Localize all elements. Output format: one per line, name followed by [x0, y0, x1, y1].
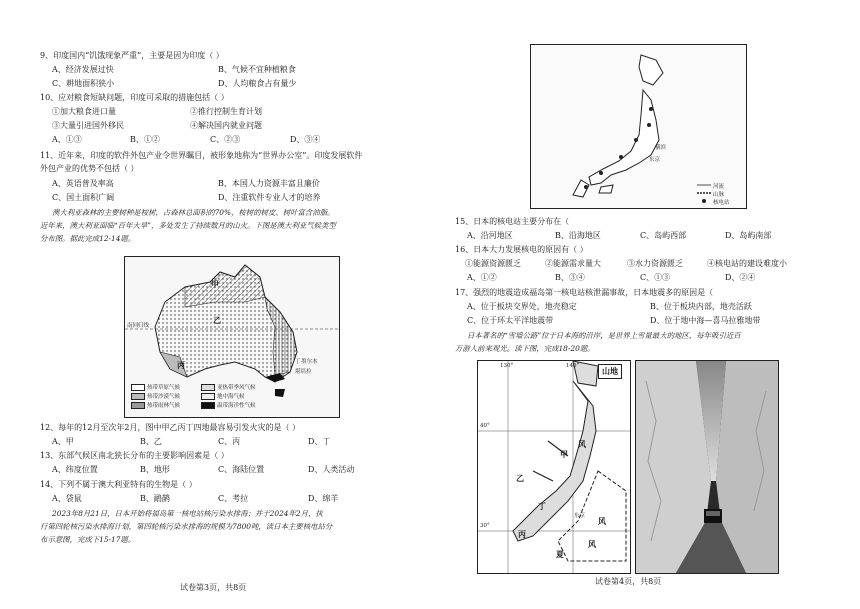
q15-option-d: D、岛屿南部	[725, 231, 772, 240]
q14-option-a: A、袋鼠	[52, 494, 82, 503]
q16-item-4: ④核电站的建设难度小	[707, 259, 787, 268]
snow-wall-svg	[636, 361, 778, 573]
q11-stem-line2: 外包产业的优势不包括（ ）	[40, 164, 139, 173]
legend-item-5: 热带雨林气候	[131, 401, 180, 409]
japan-terrain-svg	[478, 361, 630, 573]
label-ding: 丁	[295, 359, 301, 365]
legend-item-1: 热带草原气候	[131, 383, 180, 391]
q16-option-a: A、①②	[467, 273, 497, 282]
q12-option-a: A、甲	[52, 437, 74, 446]
page-footer-left: 试卷第3页，共8页	[180, 583, 247, 592]
terrain-letter: 夏	[556, 549, 564, 559]
q10-stem: 10、应对粮食短缺问题，印度可采取的措施包括（ ）	[40, 93, 229, 102]
q17-option-a: A、位于板块交界处，地壳稳定	[467, 302, 577, 311]
q10-item-3: ③大量引进国外移民	[52, 121, 124, 130]
japan-intro-line3: 布示意图，完成下15-17题。	[40, 535, 136, 544]
q16-stem: 16、日本大力发展核电的原因有（ ）	[455, 245, 588, 254]
label-city-2: 堪培拉	[295, 369, 312, 375]
q9-option-a: A、经济发展过快	[52, 65, 114, 74]
q12-stem: 12、每年的12月至次年2月，图中甲乙丙丁四地最容易引发火灾的是（ ）	[40, 423, 300, 432]
q11-option-a: A、英语普及率高	[52, 179, 114, 188]
legend-item-6: 温带海洋性气候	[201, 401, 256, 409]
q16-item-1: ①能源资源匮乏	[465, 259, 521, 268]
page-footer-right: 试卷第4页，共8页	[595, 577, 662, 586]
japan-intro-line2: 行第四轮核污染水排海计划，第四轮核污染水排海的规模为7800吨，读日本主要核电站分	[40, 522, 333, 531]
legend-mountain: 山脉	[713, 192, 725, 198]
q10-option-d: D、③④	[290, 135, 321, 144]
label-city-1: 墨尔本	[301, 359, 318, 365]
q17-option-b: B、位于板块内部，地壳活跃	[650, 302, 752, 311]
q15-option-b: B、沿海地区	[555, 231, 601, 240]
label-jia: 甲	[211, 279, 219, 289]
q16-option-b: B、③④	[555, 273, 585, 282]
q16-option-c: C、①③	[640, 273, 671, 282]
q16-item-3: ③水力资源匮乏	[627, 259, 683, 268]
q10-item-2: ②推行控制生育计划	[190, 107, 262, 116]
q17-stem: 17、强烈的地震造成福岛第一核电站核泄漏事故，日本地震多的原因是（	[455, 288, 714, 297]
q15-stem: 15、日本的核电站主要分布在（	[455, 217, 570, 226]
left-page	[40, 50, 440, 605]
q12-option-b: B、乙	[140, 437, 162, 446]
q16-item-2: ②能源需求量大	[545, 259, 601, 268]
q13-option-a: A、纬度位置	[52, 465, 98, 474]
terrain-wind-3: 风	[588, 539, 596, 549]
terrain-label-bing: 丙	[518, 529, 526, 539]
city-label-1: 横滨	[655, 145, 667, 151]
q10-item-4: ④解决国内就业问题	[190, 121, 262, 130]
q12-option-c: C、丙	[218, 437, 241, 446]
city-label-2: 东京	[649, 157, 661, 163]
label-yi: 乙	[213, 315, 221, 325]
right-page	[455, 40, 835, 600]
japan-intro-line1: 2023年8月21日，日本开始将福岛第一核电站核污染水排海；并于2024年2月，执	[52, 509, 323, 518]
q10-option-a: A、①③	[52, 135, 82, 144]
terrain-wind-1: 风	[578, 439, 586, 449]
q13-option-d: D、人类活动	[308, 465, 355, 474]
q13-option-c: C、海陆位置	[218, 465, 265, 474]
legend-river: 河流	[713, 184, 725, 190]
q13-stem: 13、东部气候区南北狭长分布的主要影响因素是（ ）	[40, 451, 229, 460]
q12-option-d: D、丁	[308, 437, 331, 446]
australia-intro-line2: 近年来，澳大利亚面临“百年大旱”，多处发生了持续数月的山火。下图是澳大利亚气候类型	[40, 221, 336, 230]
q10-option-b: B、①②	[130, 135, 160, 144]
latitude-40: 40°	[480, 423, 490, 429]
longitude-130: 130°	[500, 363, 514, 369]
legend-mountain-title: 山地	[598, 364, 622, 379]
japan-terrain-map	[477, 360, 631, 574]
q9-option-d: D、人均粮食占有量少	[218, 79, 297, 88]
q17-option-c: C、位于环太平洋地震带	[467, 316, 554, 325]
australia-climate-map	[124, 256, 340, 418]
q11-option-c: C、国土面积广阔	[52, 193, 115, 202]
q15-option-a: A、沿河地区	[467, 231, 513, 240]
q14-option-c: C、考拉	[218, 494, 249, 503]
q9-option-c: C、耕地面积狭小	[52, 79, 115, 88]
terrain-label-jia: 甲	[560, 449, 568, 459]
tropic-label: 南回归线	[127, 323, 150, 329]
terrain-wind-2: 风	[598, 516, 606, 526]
legend-item-3: 热带沙漠气候	[131, 392, 180, 400]
snow-intro-line2: 万游人前来观光。读下图，完成18-20题。	[455, 344, 595, 353]
japan-nuclear-map	[530, 44, 747, 209]
q17-option-d: D、位于地中海—喜马拉雅地带	[650, 316, 761, 325]
q11-option-b: B、本国人力资源丰富且廉价	[218, 179, 320, 188]
australia-intro-line1: 澳大利亚森林的主要树种是桉树，占森林总面积的70%，桉树的树皮、树叶富含油脂。	[52, 208, 335, 217]
q16-option-d: D、②④	[725, 273, 756, 282]
terrain-city: 东京	[574, 513, 586, 519]
legend-item-4: 地中海气候	[201, 392, 245, 400]
terrain-label-yi: 乙	[516, 473, 524, 483]
q15-option-c: C、岛屿西部	[640, 231, 687, 240]
q9-stem: 9、印度国内“饥饿现象严重”，主要是因为印度（ ）	[40, 51, 224, 60]
q11-option-d: D、注重软件专业人才的培养	[218, 193, 321, 202]
q9-option-b: B、气候不宜种植粮食	[218, 65, 296, 74]
legend-nuclear-plant: 核电站	[713, 200, 730, 206]
label-bing: 丙	[177, 360, 185, 370]
snow-wall-photo	[635, 360, 779, 574]
q13-option-b: B、地形	[140, 465, 170, 474]
q14-option-b: B、鸸鹋	[140, 494, 170, 503]
australia-intro-line3: 分布图。据此完成12-14题。	[40, 234, 136, 243]
q11-stem-line1: 11、近年来，印度的软件外包产业令世界瞩目，被形象地称为“世界办公室”。印度发展软件	[40, 151, 363, 160]
longitude-140: 140°	[566, 363, 580, 369]
q10-option-c: C、②③	[210, 135, 241, 144]
q14-option-d: D、绵羊	[308, 494, 339, 503]
latitude-30: 30°	[480, 523, 490, 529]
terrain-label-ding: 丁	[538, 501, 546, 511]
legend-item-2: 亚热带季风气候	[201, 383, 256, 391]
snow-intro-line1: 日本著名的“雪墙公路”位于日本海的沿岸，是世界上雪量最大的地区，每年吸引近百	[467, 331, 741, 340]
q10-item-1: ①加大粮食进口量	[52, 107, 116, 116]
q14-stem: 14、下列不属于澳大利亚特有的生物是（ ）	[40, 480, 197, 489]
